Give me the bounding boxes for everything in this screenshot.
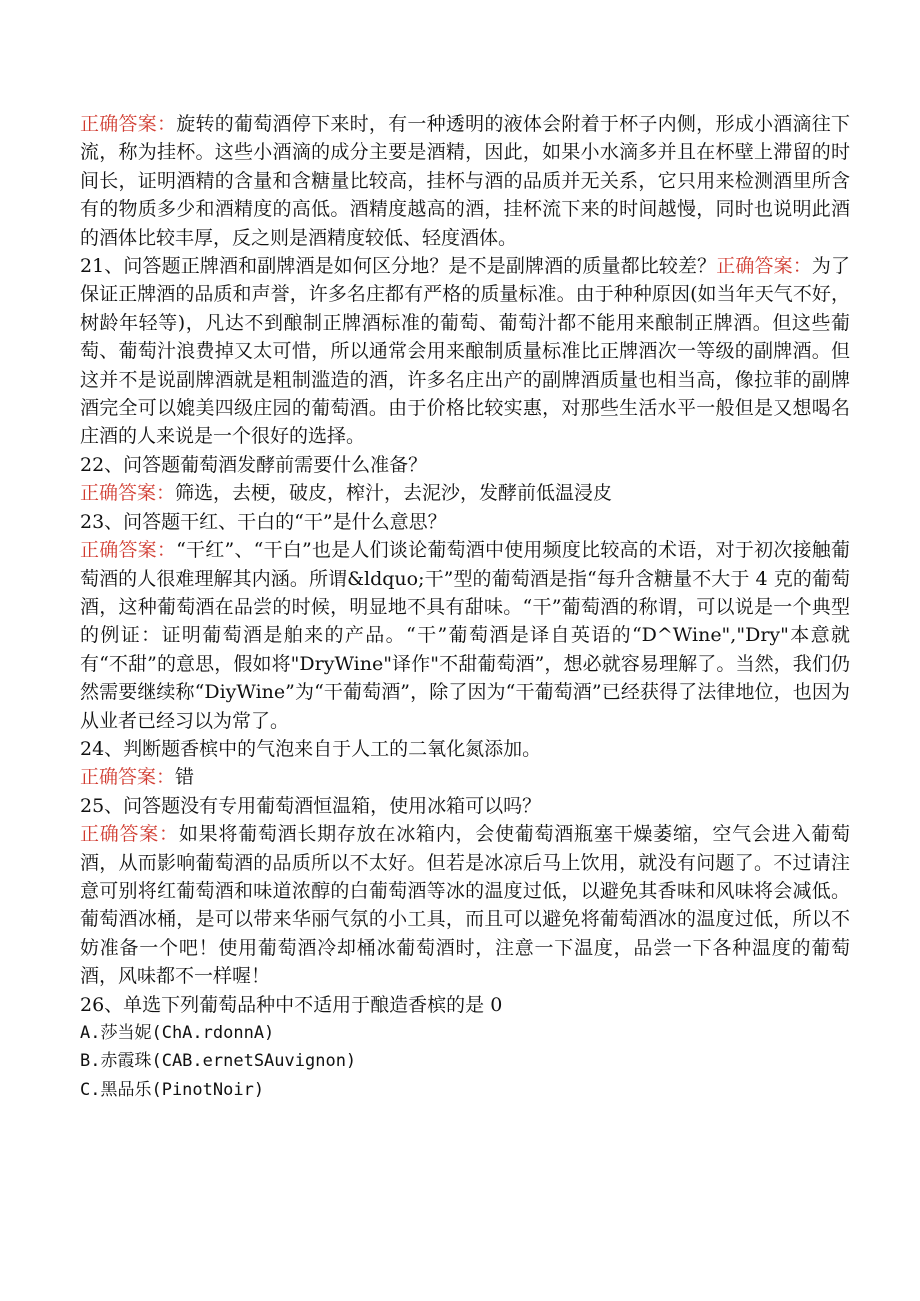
answer-text: 如果将葡萄酒长期存放在冰箱内，会使葡萄酒瓶塞干燥萎缩，空气会进入葡萄酒，从而影响葡萄酒的品质所以不太好。但若是冰凉后马上饮用，就没有问题了。不过请注意可别将红葡萄酒和味道浓醇的白葡萄酒等冰的温度过低，以避免其香味和风味将会减低。葡萄酒冰桶，是可以带来华丽气氛的小工具，而且可以避免将葡萄酒冰的温度过低，所以不妨准备一个吧！使用葡萄酒冷却桶冰葡萄酒时，注意一下温度，品尝一下各种温度的葡萄酒，风味都不一样喔！ [80,823,850,988]
option-a: A.莎当妮(ChA.rdonnA) [80,1023,275,1043]
answer-label: 正确答案： [80,113,177,135]
question-24: 24、判断题香槟中的气泡来自于人工的二氧化氮添加。 [80,737,542,760]
answer-25 [80,820,850,990]
answer-label: 正确答案： [80,766,176,789]
answer-24 [80,763,850,791]
question-23: 23、问答题干红、干白的“干”是什么意思？ [80,510,447,533]
answer-text: 为了保证正牌酒的品质和声誉，许多名庄都有严格的质量标准。由于种种原因(如当年天气不好，树龄年轻等)，凡达不到酿制正牌酒标准的葡萄、葡萄汁都不能用来酿制正牌酒。但这些葡萄、葡萄汁浪费掉又太可惜，所以通常会用来酿制质量标准比正牌酒次一等级的副牌酒。但这并不是说副牌酒就是粗制滥造的酒，许多名庄出产的副牌酒质量也相当高，像拉菲的副牌酒完全可以媲美四级庄园的葡萄酒。由于价格比较实惠，对那些生活水平一般但是又想喝名庄酒的人来说是一个很好的选择。 [80,255,850,448]
question-25: 25、问答题没有专用葡萄酒恒温箱，使用冰箱可以吗？ [80,794,542,817]
answer-text: 旋转的葡萄酒停下来时，有一种透明的液体会附着于杯子内侧，形成小酒滴往下流，称为挂杯。这些小酒滴的成分主要是酒精，因此，如果小水滴多并且在杯壁上滞留的时间长，证明酒精的含量和含糖量比较高，挂杯与酒的品质并无关系，它只用来检测酒里所含有的物质多少和酒精度的高低。酒精度越高的酒，挂杯流下来的时间越慢，同时也说明此酒的酒体比较丰厚，反之则是酒精度较低、轻度酒体。 [80,113,850,249]
answer-label: 正确答案： [716,255,812,278]
qa-content [80,110,850,1104]
answer-23 [80,536,850,735]
question-text: 21、问答题正牌酒和副牌酒是如何区分地？是不是副牌酒的质量都比较差？ [80,255,717,278]
answer-label: 正确答案： [80,482,176,505]
answer-text: 错 [175,766,195,789]
option-b: B.赤霞珠(CAB.ernetSAuvignon) [80,1051,357,1072]
answer-22 [80,479,850,507]
option-c: C.黑品乐(PinotNoir) [80,1079,265,1100]
answer-label: 正确答案： [80,823,179,846]
answer-text: “干红”、“干白”也是人们谈论葡萄酒中使用频度比较高的术语，对于初次接触葡萄酒的人很难理解其内涵。所谓&ldquo;干”型的葡萄酒是指“每升含糖量不大于 4 克的葡萄酒，这种葡萄酒在品尝的时候，明显地不具有甜味。“干”葡萄酒的称谓，可以说是一个典型的例证：证明葡萄酒是舶来的产品。“干”葡萄酒是译自英语的“D^Wine","Dry"本意就有“不甜”的意思，假如将"DryWine"译作"不甜葡萄酒”，想必就容易理解了。当然，我们仍然需要继续称“DiyWine”为“干葡萄酒”，除了因为“干葡萄酒”已经获得了法律地位，也因为从业者已经习以为常了。 [80,539,850,732]
question-21 [80,252,850,451]
answer-text: 筛选，去梗，破皮，榨汁，去泥沙，发酵前低温浸皮 [175,482,613,505]
answer-20 [80,110,850,252]
question-22: 22、问答题葡萄酒发酵前需要什么准备？ [80,453,428,476]
answer-label: 正确答案： [80,539,177,562]
question-26: 26、单选下列葡萄品种中不适用于酿造香槟的是 0 [80,993,503,1016]
